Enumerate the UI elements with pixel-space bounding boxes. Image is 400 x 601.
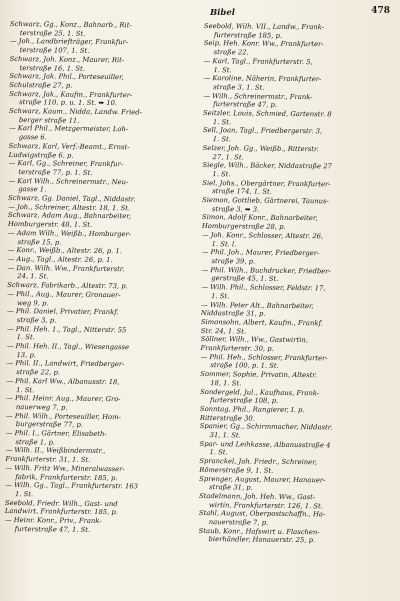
directory-line: — Phil. Heinr. Aug., Maurer, Gro- [5, 394, 121, 404]
directory-line: — Phil. Heh., Schlosser, Frankfurter- [200, 352, 328, 363]
directory-line: — Phil. Heh. 1., Tagl., Nitterstr. 55 [6, 324, 127, 334]
directory-line: Spanier, Gg., Schirmmacher, Niddastr. [199, 422, 333, 432]
directory-line: 13, p. [16, 350, 37, 360]
directory-line: — Karl Wilh., Schreinermstr., Neu- [8, 176, 129, 186]
directory-line: Römerstraße 9, 1. St. [199, 465, 274, 475]
page-number: 478 [371, 6, 390, 16]
directory-line: Staub, Konr., Hafswirt u. Flaschen- [198, 526, 320, 537]
directory-line: straße 15, p. [17, 237, 62, 247]
directory-line: — Adam Wilh., Weißb., Homburger- [7, 228, 132, 239]
directory-line: — Heinr. Konr., Priv., Frank- [4, 516, 102, 526]
directory-line: terstraße 25, 1. St. [19, 28, 86, 38]
directory-line: — Wilh., Schreinermstr., Frank- [203, 91, 313, 101]
directory-line: — Phil. Karl Ww., Albanusstr. 18, [6, 376, 120, 386]
directory-line: Frankfurterstr. 31, 1. St. [5, 455, 91, 465]
directory-line: furterstraße 108, p. [209, 396, 279, 406]
directory-line: straße 22. [213, 48, 249, 57]
directory-line: — Phil. II., Landwirt, Friedberger- [6, 359, 125, 369]
directory-line: terstraße 107, 1. St. [19, 46, 90, 55]
directory-line: Niddastraße 31, p. [200, 309, 266, 318]
directory-line: 1. St. [212, 117, 232, 127]
directory-line: — Phil. I., Gärtner, Elisabeth- [5, 429, 107, 439]
directory-line: straße 110, p. u. 1. St. ➡ 10. [19, 98, 118, 108]
directory-line: — Konr., Weißb., Altestr. 26, p. 1. [7, 246, 122, 256]
directory-line: straße 31, p. [209, 483, 253, 492]
directory-line: straße 1, p. [15, 437, 56, 447]
directory-line: Seebold, Friedr. Wilh., Gast- und [4, 498, 118, 508]
directory-line: 1. St. [212, 135, 232, 144]
directory-line: Frankfurterstr. 30, p. [200, 344, 274, 353]
directory-line: Schwarz, Kaum., Nidda, Landw. Fried- [9, 107, 143, 117]
directory-line: Simonsohn, Albert, Kaufm., Frankf. [200, 317, 323, 328]
directory-line: Schwarz, Gg., Konz., Bahnarb., Rit- [9, 20, 132, 30]
directory-line: 1. St. [14, 490, 34, 499]
directory-line: gerstraße 45, 1. St. [211, 274, 279, 284]
directory-line: Seip, Heh. Konr. Ww., Frankfurter- [203, 39, 324, 49]
directory-line: 18, 1. St. [210, 378, 242, 388]
directory-line: — Wilh. II., Weißbindermstr., [5, 446, 106, 456]
directory-line: straße 3, 1. St. [213, 83, 265, 92]
directory-line: — Wilh. Phil., Schlosser, Feldstr. 17, [201, 283, 326, 293]
directory-line: Schwarz, Joh. Konz., Maurer, Rit- [9, 54, 125, 65]
directory-line: Spranckel, Joh. Friedr., Schreiner, [199, 457, 317, 467]
directory-line: 24, 1. St. [17, 272, 49, 281]
directory-line: Homburgerstraße 28, p. [201, 222, 286, 232]
running-title: Bibel [210, 8, 235, 18]
directory-line: Selzer, Joh. Gg., Weißb., Ritterstr. [202, 143, 319, 154]
directory-line: furterstraße 185, p. [213, 30, 283, 40]
directory-line: 1. St. [212, 170, 231, 179]
directory-line: furterstraße 47, p. [213, 100, 278, 110]
directory-line: Schwarz, Jak. Phil., Porteseuiller, [9, 72, 124, 82]
directory-line: 1. St. [213, 65, 232, 74]
directory-line: Schwarz, Jak., Kaufm., Frankfurter- [9, 89, 133, 99]
directory-line: 31, 1. St. [209, 431, 241, 440]
directory-line: — Phil. Heh. II., Tagl., Wiesengasse [6, 341, 130, 352]
directory-line: Sprenger, August, Maurer, Hanauer- [199, 474, 326, 484]
directory-line: Ritterstraße 30. [199, 413, 255, 423]
directory-line: — Wilh. Peter Alt., Bahnarbeiter, [200, 300, 314, 310]
directory-line: straße 3, p. [16, 315, 57, 325]
directory-line: gasse 1. [18, 185, 47, 194]
directory-line: straße 100, p. 1. St. [210, 361, 279, 371]
directory-line: Schwarz, Gg. Daniel, Tagl., Niddastr. [8, 194, 136, 204]
directory-line: wirtin, Frankfurterstr. 126, 1. St. [208, 500, 324, 510]
directory-line: Schwarz, Adam Aug., Bahnarbeiter, [7, 211, 131, 221]
directory-line: Simon, Adolf Konr., Bahnarbeiter, [201, 213, 318, 223]
directory-line: 1. St. [209, 448, 228, 457]
directory-line: 1. St. [16, 333, 35, 342]
directory-line: Siegle, Wilh., Bäcker, Niddastraße 27 [202, 161, 332, 171]
directory-line: straße 174, 1. St. [212, 187, 272, 197]
directory-line: — Phil., Aug., Maurer, Gronauer- [7, 289, 121, 299]
directory-line: Seitzler, Louis, Schmied, Gartenstr. 8 [202, 109, 332, 119]
directory-line: nauerweg 7, p. [15, 403, 68, 412]
directory-line: — Phil. Wilh., Porteseuiller, Hom- [5, 411, 121, 421]
page-header [10, 6, 392, 20]
directory-line: bierhändler, Hanauerstr. 25, p. [208, 535, 316, 545]
directory-line: Ludwigstraße 6, p. [8, 150, 74, 160]
directory-line: — Joh., Schreiner, Altestr. 18, 1. St. [8, 202, 131, 213]
directory-line: berger straße 11. [18, 115, 80, 125]
directory-line: Schwarz, Karl, Verf.-Beamt., Ernst- [8, 141, 130, 152]
directory-line: gasse 6. [18, 133, 47, 142]
directory-line: furterstraße 47, 1. St. [14, 524, 91, 534]
directory-line: Schwarz, Fabrikarb., Altestr. 73, p. [7, 281, 128, 291]
directory-line: Stadelmann, Joh. Heh. Ww., Gast- [198, 491, 316, 502]
directory-line: — Wilh. Fritz Ww., Mineralwasser- [5, 463, 125, 474]
left-column [5, 20, 196, 544]
directory-line: — Karl Phil., Metzgermeister, Loh- [8, 124, 129, 134]
directory-line: Spar- und Leihkasse, Albanusstraße 4 [199, 439, 331, 450]
directory-line: — Phil. Wilh., Buchdrucker, Friedber- [201, 265, 331, 276]
directory-line: — Joh., Landbriefträger, Frankfur- [9, 37, 129, 47]
directory-line: — Phil. Joh., Maurer, Friedberger- [201, 248, 320, 258]
directory-line: 1. St. [211, 291, 230, 301]
columns [5, 20, 392, 546]
directory-line: — Karl, Tagl., Frankfurterstr. 5, [203, 56, 313, 66]
directory-line: Homburgerstr. 48, 1. St. [7, 220, 93, 230]
directory-line: straße 39, p. [211, 257, 256, 266]
directory-line: straße 3, ➡ 3. [211, 204, 260, 214]
directory-line: — Wilh. Gg., Tagl., Frankfurterstr. 163 [5, 481, 139, 491]
directory-line: terstraße 77, p. 1. St. [18, 168, 93, 177]
directory-line: Sondergeld, Jul., Kaufhaus, Frank- [200, 387, 320, 397]
directory-line: Sell, Joan, Tagl., Friedbergerstr. 3, [202, 126, 323, 136]
directory-line: Str. 24, 1. St. [200, 326, 247, 336]
directory-line: straße 22, p. [16, 368, 61, 377]
directory-line: 1. St. l. [211, 239, 237, 248]
directory-line: 27, 1. St. [212, 152, 244, 162]
directory-line: nauerstraße 7, p. [208, 518, 269, 527]
directory-line: weg 9, p. [16, 298, 49, 307]
directory-line: — Joh. Konr., Schlosser, Altestr. 26, [201, 230, 324, 241]
directory-line: — Dan. Wilh. Ww., Frankfurterstr. [7, 263, 125, 273]
directory-line: Seebold, Wilh. VII., Landw., Frank- [203, 22, 325, 32]
directory-line: — Aug., Tagl., Altestr. 26, p. 1. [7, 254, 113, 265]
directory-line: Landwirt, Frankfurterstr. 185, p. [4, 507, 118, 517]
directory-line: Sonntag, Phil., Rangierer, I. p. [199, 404, 305, 415]
directory-line: Siemon, Gottlieb, Gärtnerei, Taunus- [202, 196, 329, 206]
directory-line: Schulstraße 27, p. [9, 80, 73, 90]
directory-line: Stahl, August, Oberpostschaffn., Ha- [198, 509, 326, 519]
directory-line: Söllner, Wilh., Ww., Gastwirtin, [200, 335, 308, 345]
directory-line: fabrik, Frankfurterstr. 185, p. [15, 472, 118, 482]
directory-line: — Karoline, Näherin, Frankfurter- [203, 74, 322, 84]
directory-line: — Karl, Gg., Schreiner, Frankfur- [8, 159, 124, 169]
directory-line: Sommer, Sophie, Privatin, Altestr. [200, 370, 318, 380]
right-column [199, 22, 390, 546]
directory-line: 1. St. [16, 385, 35, 394]
directory-line: terstraße 16, 1. St. [19, 63, 85, 73]
directory-line: burgerstraße 77, p. [15, 420, 84, 430]
directory-line: Siel, Johs., Obergärtner, Frankfurter- [202, 178, 331, 189]
directory-line: — Phil. Daniel, Privatier, Frankf. [6, 307, 119, 317]
